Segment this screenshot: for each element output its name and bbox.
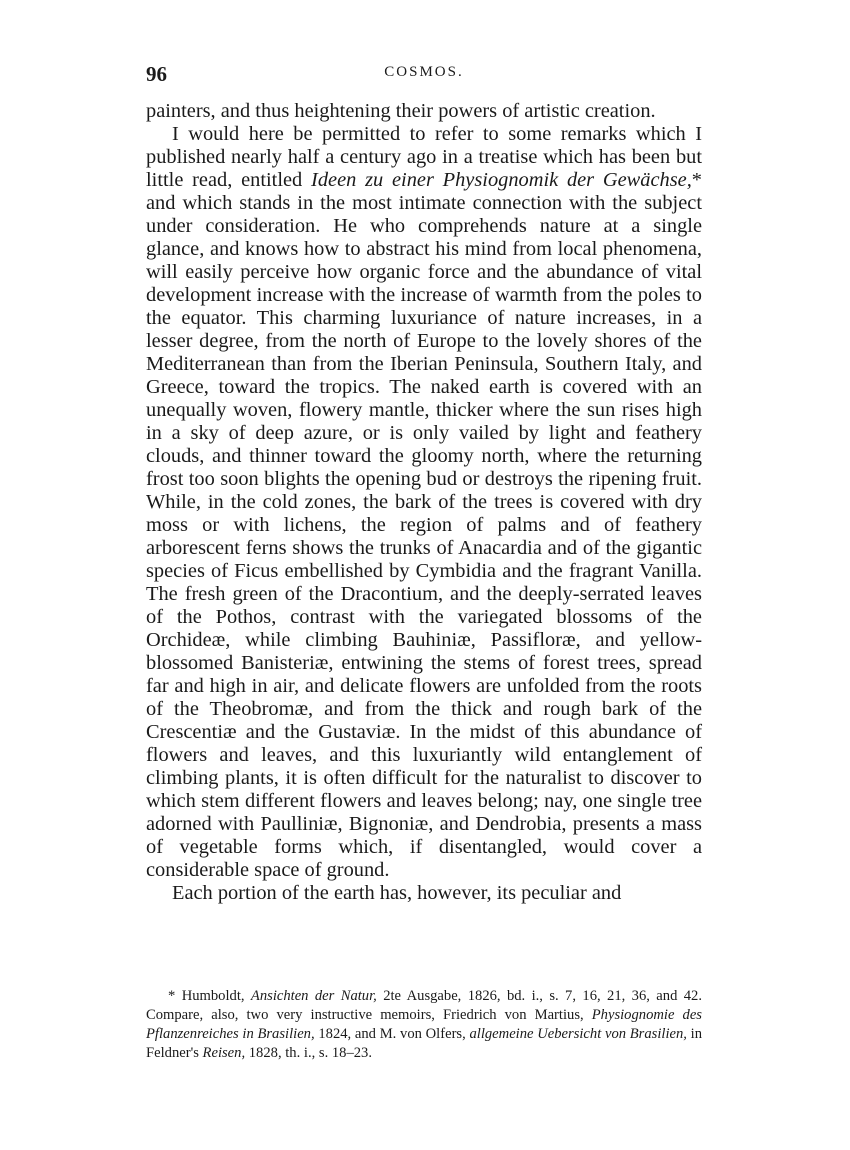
page-header: [146, 62, 702, 92]
footnote-text: * Humboldt, Ansichten der Natur, 2te Ausgabe, 1826, bd. i., s. 7, 16, 21, 36, and 42. Compare, also, two very instructive memoirs, Friedrich von Martius, Physiognomie des Pflanzenreiches in Brasilien, 1824, and M. von Olfers, allgemeine Uebersicht von Brasilien, in Feldner's Reisen, 1828, th. i., s. 18–23.: [146, 988, 703, 1061]
footnote: [146, 987, 702, 1063]
page-number: 96: [146, 62, 167, 86]
body-text: [146, 100, 702, 905]
paragraph-3: Each portion of the earth has, however, its peculiar and: [172, 882, 622, 904]
paragraph-1: painters, and thus heightening their powers of artistic creation.: [146, 100, 656, 122]
treatise-title: Ideen zu einer Physiognomik der Gewächse,: [311, 169, 692, 191]
running-title: COSMOS.: [384, 64, 464, 80]
paragraph-2: I would here be permitted to refer to some remarks which I published nearly half a century ago in a treatise which has been but little read, entitled Ideen zu einer Physiognomik der Gewächse,* and which stands in the most intimate connection with the subject under consideration. He who comprehends nature at a single glance, and knows how to abstract his mind from local phenomena, will easily perceive how organic force and the abundance of vital development increase with the increase of warmth from the poles to the equator. This charming luxuriance of nature increases, in a lesser degree, from the north of Europe to the lovely shores of the Mediterranean than from the Iberian Peninsula, Southern Italy, and Greece, toward the tropics. The naked earth is covered with an unequally woven, flowery mantle, thicker where the sun rises high in a sky of deep azure, or is only vailed by light and feathery clouds, and thinner toward the gloomy north, where the returning frost too soon blights the opening bud or destroys the ripening fruit. While, in the cold zones, the bark of the trees is covered with dry moss or with lichens, the region of palms and of feathery arborescent ferns shows the trunks of Anacardia and of the gigantic species of Ficus embellished by Cymbidia and the fragrant Vanilla. The fresh green of the Dracontium, and the deeply-serrated leaves of the Pothos, contrast with the variegated blossoms of the Orchideæ, while climbing Bauhiniæ, Passifloræ, and yellow-blossomed Banisteriæ, entwining the stems of forest trees, spread far and high in air, and delicate flowers are unfolded from the roots of the Theobromæ, and from the thick and rough bark of the Crescentiæ and the Gustaviæ. In the midst of this abundance of flowers and leaves, and this luxuriantly wild entanglement of climbing plants, it is often difficult for the naturalist to discover to which stem different flowers and leaves belong; nay, one single tree adorned with Paulliniæ, Bignoniæ, and Dendrobia, presents a mass of vegetable forms which, if disentangled, would cover a considerable space of ground.: [146, 123, 702, 881]
